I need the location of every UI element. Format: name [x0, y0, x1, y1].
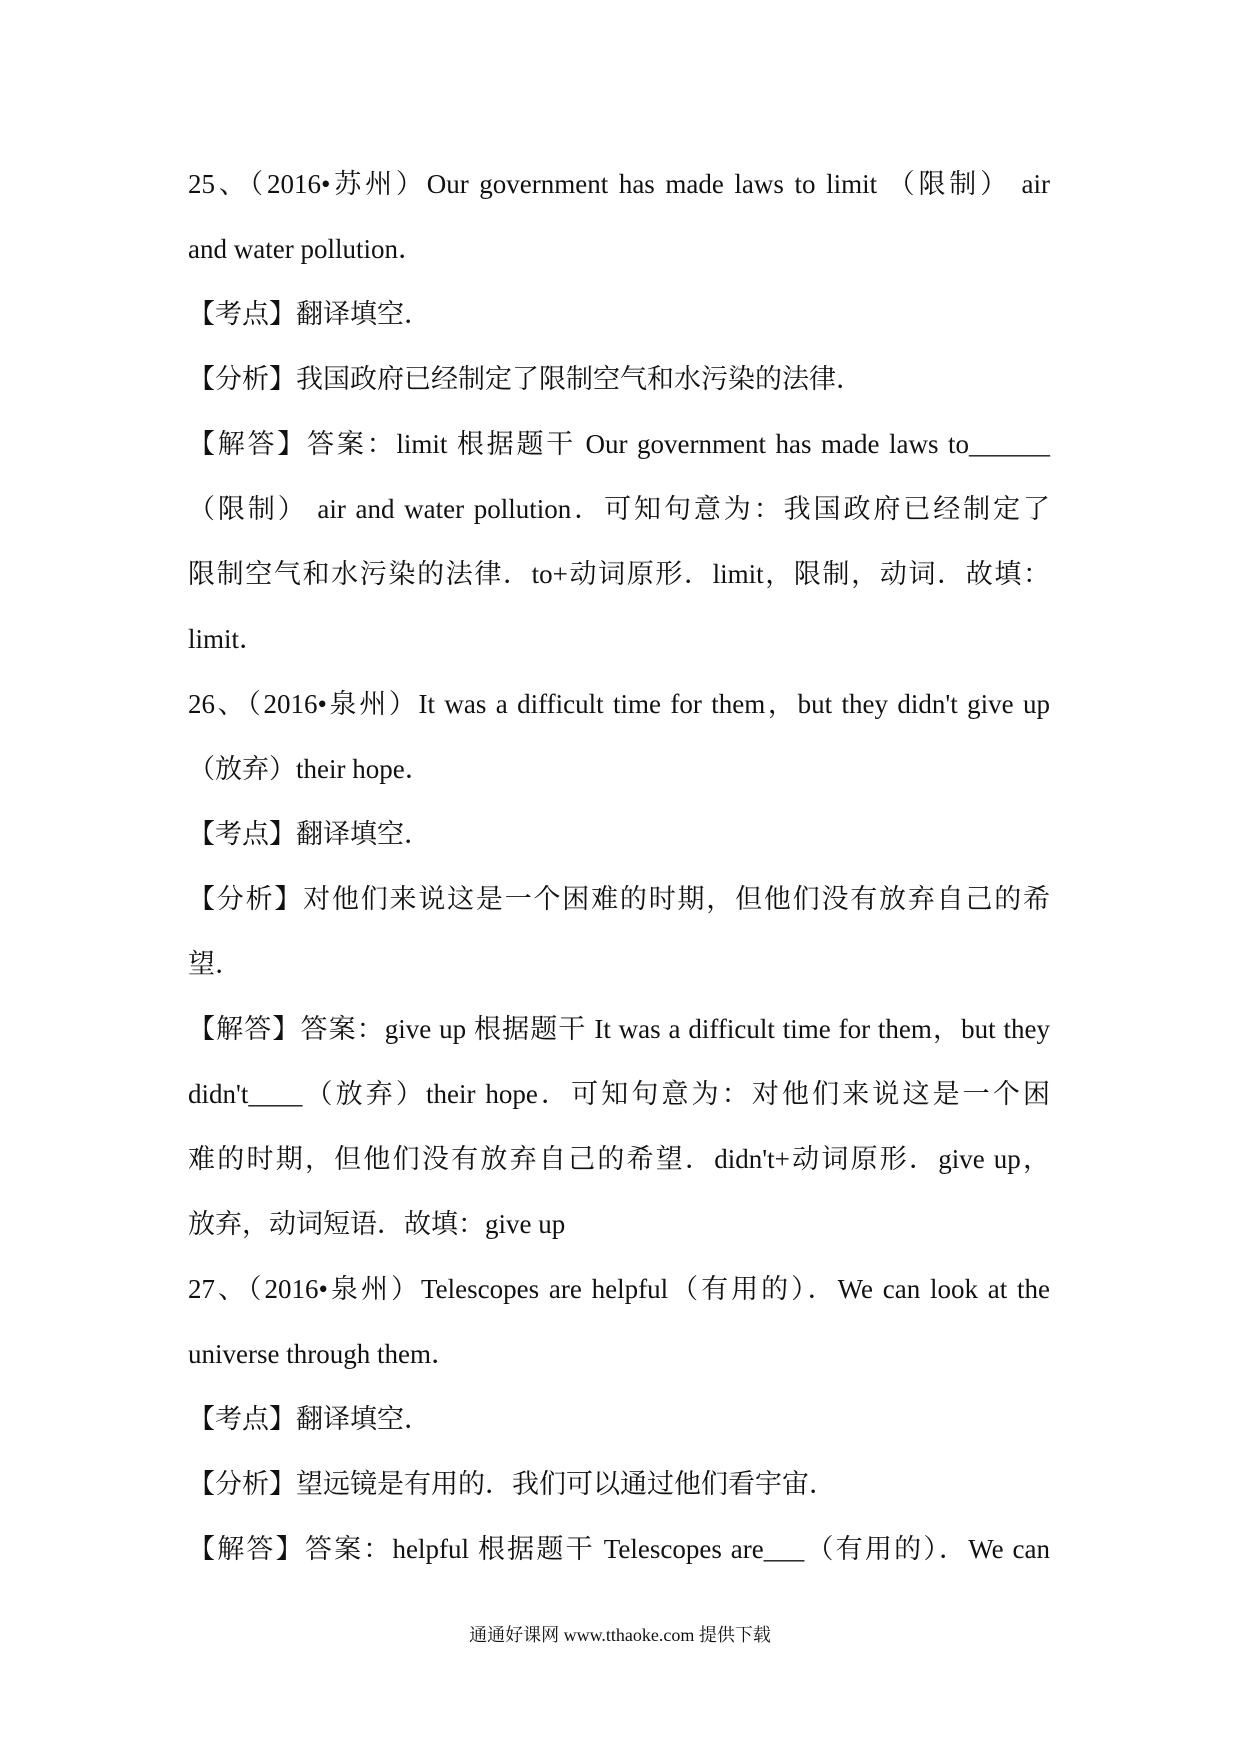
page-content — [188, 152, 1050, 1582]
q26-knowledge-point: 【考点】翻译填空． — [188, 819, 431, 849]
q26-analysis-line-2: 望． — [188, 949, 242, 979]
q26-analysis-line-1: 【分析】对他们来说这是一个困难的时期，但他们没有放弃自己的希 — [188, 884, 1050, 914]
q26-answer-line-2: didn't____（放弃）their hope．可知句意为：对他们来说这是一个困 — [188, 1079, 1050, 1109]
question-27 — [188, 1257, 1050, 1582]
q25-question-line-1: 25、（2016•苏州）Our government has made laws to limit （限制） air — [188, 169, 1050, 199]
q25-answer-line-3: 限制空气和水污染的法律．to+动词原形．limit，限制，动词．故填： — [188, 559, 1050, 589]
q26-answer-line-3: 难的时期，但他们没有放弃自己的希望．didn't+动词原形．give up， — [188, 1144, 1050, 1174]
q27-question-line-2: universe through them． — [188, 1339, 458, 1369]
q26-answer-line-1: 【解答】答案：give up 根据题干 It was a difficult time for them，but they — [188, 1014, 1050, 1044]
q25-knowledge-point: 【考点】翻译填空． — [188, 299, 431, 329]
q27-analysis-line-1: 【分析】望远镜是有用的．我们可以通过他们看宇宙． — [188, 1469, 836, 1499]
q27-knowledge-point: 【考点】翻译填空． — [188, 1404, 431, 1434]
q25-question-line-2: and water pollution． — [188, 234, 425, 264]
q25-analysis-line-1: 【分析】我国政府已经制定了限制空气和水污染的法律． — [188, 364, 863, 394]
question-25 — [188, 152, 1050, 672]
question-26 — [188, 672, 1050, 1257]
q27-question-line-1: 27、（2016•泉州）Telescopes are helpful（有用的）．We can look at the — [188, 1274, 1050, 1304]
q25-answer-line-2: （限制） air and water pollution．可知句意为：我国政府已经制定了 — [188, 494, 1050, 524]
page-footer: 通通好课网 www.tthaoke.com 提供下载 — [469, 1625, 771, 1645]
q26-answer-line-4: 放弃，动词短语．故填：give up — [188, 1209, 566, 1239]
q26-question-line-2: （放弃）their hope． — [188, 754, 432, 784]
q25-answer-line-1: 【解答】答案：limit 根据题干 Our government has made laws to______ — [188, 429, 1050, 459]
q25-answer-line-4: limit． — [188, 624, 267, 654]
q26-question-line-1: 26、（2016•泉州）It was a difficult time for them，but they didn't give up — [188, 689, 1050, 719]
q27-answer-line-1: 【解答】答案：helpful 根据题干 Telescopes are___（有用的）．We can — [188, 1534, 1050, 1564]
